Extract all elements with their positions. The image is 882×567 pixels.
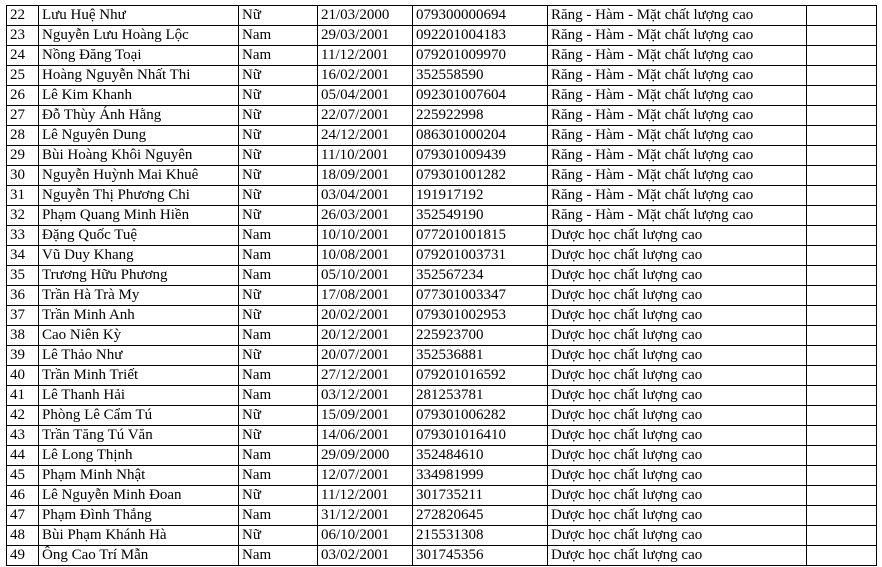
birth-date: 10/08/2001 — [318, 246, 413, 266]
id-number: 352536881 — [413, 346, 548, 366]
note-cell — [807, 6, 877, 26]
note-cell — [807, 426, 877, 446]
note-cell — [807, 266, 877, 286]
program-name: Răng - Hàm - Mặt chất lượng cao — [548, 86, 807, 106]
table-row — [7, 226, 877, 246]
student-name: Nguyễn Lưu Hoàng Lộc — [39, 26, 239, 46]
gender-cell: Nam — [239, 266, 318, 286]
student-name: Nồng Đăng Toại — [39, 46, 239, 66]
row-number: 26 — [7, 86, 39, 106]
note-cell — [807, 86, 877, 106]
id-number: 079201003731 — [413, 246, 548, 266]
birth-date: 15/09/2001 — [318, 406, 413, 426]
student-name: Trần Minh Triết — [39, 366, 239, 386]
student-name: Hoàng Nguyễn Nhất Thi — [39, 66, 239, 86]
row-number: 25 — [7, 66, 39, 86]
note-cell — [807, 306, 877, 326]
id-number: 225923700 — [413, 326, 548, 346]
row-number: 28 — [7, 126, 39, 146]
program-name: Dược học chất lượng cao — [548, 446, 807, 466]
row-number: 48 — [7, 526, 39, 546]
row-number: 38 — [7, 326, 39, 346]
id-number: 301735211 — [413, 486, 548, 506]
table-row — [7, 46, 877, 66]
program-name: Dược học chất lượng cao — [548, 426, 807, 446]
gender-cell: Nam — [239, 26, 318, 46]
program-name: Răng - Hàm - Mặt chất lượng cao — [548, 46, 807, 66]
table-row — [7, 66, 877, 86]
table-row — [7, 466, 877, 486]
id-number: 079301016410 — [413, 426, 548, 446]
note-cell — [807, 286, 877, 306]
birth-date: 14/06/2001 — [318, 426, 413, 446]
note-cell — [807, 66, 877, 86]
id-number: 079201009970 — [413, 46, 548, 66]
id-number: 281253781 — [413, 386, 548, 406]
id-number: 215531308 — [413, 526, 548, 546]
table-row — [7, 506, 877, 526]
row-number: 40 — [7, 366, 39, 386]
student-name: Trần Tăng Tú Văn — [39, 426, 239, 446]
note-cell — [807, 186, 877, 206]
row-number: 24 — [7, 46, 39, 66]
program-name: Dược học chất lượng cao — [548, 226, 807, 246]
program-name: Răng - Hàm - Mặt chất lượng cao — [548, 166, 807, 186]
id-number: 191917192 — [413, 186, 548, 206]
program-name: Răng - Hàm - Mặt chất lượng cao — [548, 146, 807, 166]
note-cell — [807, 206, 877, 226]
note-cell — [807, 406, 877, 426]
table-row — [7, 146, 877, 166]
student-name: Nguyễn Thị Phương Chi — [39, 186, 239, 206]
table-row — [7, 406, 877, 426]
birth-date: 03/02/2001 — [318, 546, 413, 566]
id-number: 092301007604 — [413, 86, 548, 106]
table-row — [7, 6, 877, 26]
program-name: Răng - Hàm - Mặt chất lượng cao — [548, 6, 807, 26]
birth-date: 21/03/2000 — [318, 6, 413, 26]
gender-cell: Nam — [239, 466, 318, 486]
row-number: 35 — [7, 266, 39, 286]
note-cell — [807, 366, 877, 386]
id-number: 079301006282 — [413, 406, 548, 426]
table-row — [7, 286, 877, 306]
birth-date: 12/07/2001 — [318, 466, 413, 486]
table-row — [7, 366, 877, 386]
student-name: Lê Kim Khanh — [39, 86, 239, 106]
program-name: Dược học chất lượng cao — [548, 286, 807, 306]
table-row — [7, 346, 877, 366]
note-cell — [807, 506, 877, 526]
id-number: 077201001815 — [413, 226, 548, 246]
note-cell — [807, 106, 877, 126]
gender-cell: Nữ — [239, 66, 318, 86]
row-number: 30 — [7, 166, 39, 186]
program-name: Dược học chất lượng cao — [548, 466, 807, 486]
program-name: Dược học chất lượng cao — [548, 406, 807, 426]
note-cell — [807, 126, 877, 146]
note-cell — [807, 486, 877, 506]
program-name: Dược học chất lượng cao — [548, 246, 807, 266]
program-name: Dược học chất lượng cao — [548, 366, 807, 386]
table-row — [7, 106, 877, 126]
birth-date: 11/10/2001 — [318, 146, 413, 166]
table-row — [7, 486, 877, 506]
gender-cell: Nam — [239, 386, 318, 406]
student-table — [6, 5, 877, 566]
note-cell — [807, 546, 877, 566]
note-cell — [807, 246, 877, 266]
id-number: 092201004183 — [413, 26, 548, 46]
gender-cell: Nữ — [239, 486, 318, 506]
gender-cell: Nam — [239, 506, 318, 526]
gender-cell: Nam — [239, 46, 318, 66]
note-cell — [807, 146, 877, 166]
row-number: 32 — [7, 206, 39, 226]
birth-date: 03/04/2001 — [318, 186, 413, 206]
table-row — [7, 546, 877, 566]
id-number: 079301001282 — [413, 166, 548, 186]
gender-cell: Nữ — [239, 186, 318, 206]
row-number: 43 — [7, 426, 39, 446]
note-cell — [807, 386, 877, 406]
gender-cell: Nữ — [239, 406, 318, 426]
row-number: 49 — [7, 546, 39, 566]
birth-date: 11/12/2001 — [318, 486, 413, 506]
note-cell — [807, 346, 877, 366]
note-cell — [807, 446, 877, 466]
id-number: 079201016592 — [413, 366, 548, 386]
gender-cell: Nữ — [239, 526, 318, 546]
gender-cell: Nam — [239, 226, 318, 246]
program-name: Dược học chất lượng cao — [548, 506, 807, 526]
birth-date: 10/10/2001 — [318, 226, 413, 246]
row-number: 29 — [7, 146, 39, 166]
gender-cell: Nữ — [239, 166, 318, 186]
program-name: Dược học chất lượng cao — [548, 326, 807, 346]
birth-date: 03/12/2001 — [318, 386, 413, 406]
id-number: 272820645 — [413, 506, 548, 526]
student-name: Phạm Quang Minh Hiền — [39, 206, 239, 226]
id-number: 079301002953 — [413, 306, 548, 326]
birth-date: 06/10/2001 — [318, 526, 413, 546]
note-cell — [807, 526, 877, 546]
id-number: 086301000204 — [413, 126, 548, 146]
birth-date: 20/02/2001 — [318, 306, 413, 326]
birth-date: 11/12/2001 — [318, 46, 413, 66]
student-name: Lê Nguyễn Minh Đoan — [39, 486, 239, 506]
student-name: Bùi Hoàng Khôi Nguyên — [39, 146, 239, 166]
note-cell — [807, 466, 877, 486]
student-name: Lưu Huệ Như — [39, 6, 239, 26]
id-number: 352558590 — [413, 66, 548, 86]
note-cell — [807, 46, 877, 66]
student-name: Lê Long Thịnh — [39, 446, 239, 466]
student-name: Lê Thanh Hải — [39, 386, 239, 406]
table-row — [7, 86, 877, 106]
program-name: Răng - Hàm - Mặt chất lượng cao — [548, 206, 807, 226]
student-name: Lê Thảo Như — [39, 346, 239, 366]
note-cell — [807, 26, 877, 46]
birth-date: 27/12/2001 — [318, 366, 413, 386]
gender-cell: Nữ — [239, 306, 318, 326]
birth-date: 20/07/2001 — [318, 346, 413, 366]
birth-date: 29/03/2001 — [318, 26, 413, 46]
gender-cell: Nữ — [239, 6, 318, 26]
table-row — [7, 306, 877, 326]
id-number: 301745356 — [413, 546, 548, 566]
table-row — [7, 206, 877, 226]
id-number: 079301009439 — [413, 146, 548, 166]
gender-cell: Nam — [239, 446, 318, 466]
student-name: Trần Minh Anh — [39, 306, 239, 326]
student-name: Cao Niên Kỳ — [39, 326, 239, 346]
gender-cell: Nữ — [239, 106, 318, 126]
gender-cell: Nữ — [239, 146, 318, 166]
table-row — [7, 266, 877, 286]
row-number: 47 — [7, 506, 39, 526]
id-number: 225922998 — [413, 106, 548, 126]
table-row — [7, 126, 877, 146]
gender-cell: Nữ — [239, 346, 318, 366]
gender-cell: Nam — [239, 546, 318, 566]
gender-cell: Nữ — [239, 426, 318, 446]
birth-date: 05/04/2001 — [318, 86, 413, 106]
program-name: Răng - Hàm - Mặt chất lượng cao — [548, 26, 807, 46]
table-row — [7, 426, 877, 446]
gender-cell: Nam — [239, 366, 318, 386]
row-number: 45 — [7, 466, 39, 486]
table-row — [7, 26, 877, 46]
student-name: Phạm Đình Thắng — [39, 506, 239, 526]
birth-date: 17/08/2001 — [318, 286, 413, 306]
program-name: Dược học chất lượng cao — [548, 546, 807, 566]
table-row — [7, 526, 877, 546]
id-number: 077301003347 — [413, 286, 548, 306]
row-number: 39 — [7, 346, 39, 366]
row-number: 46 — [7, 486, 39, 506]
gender-cell: Nữ — [239, 286, 318, 306]
program-name: Dược học chất lượng cao — [548, 346, 807, 366]
id-number: 352567234 — [413, 266, 548, 286]
birth-date: 18/09/2001 — [318, 166, 413, 186]
birth-date: 26/03/2001 — [318, 206, 413, 226]
birth-date: 20/12/2001 — [318, 326, 413, 346]
student-name: Phạm Minh Nhật — [39, 466, 239, 486]
row-number: 37 — [7, 306, 39, 326]
table-row — [7, 386, 877, 406]
gender-cell: Nữ — [239, 126, 318, 146]
student-name: Bùi Phạm Khánh Hà — [39, 526, 239, 546]
birth-date: 31/12/2001 — [318, 506, 413, 526]
gender-cell: Nam — [239, 326, 318, 346]
row-number: 44 — [7, 446, 39, 466]
row-number: 27 — [7, 106, 39, 126]
program-name: Răng - Hàm - Mặt chất lượng cao — [548, 106, 807, 126]
program-name: Răng - Hàm - Mặt chất lượng cao — [548, 186, 807, 206]
note-cell — [807, 226, 877, 246]
student-name: Ông Cao Trí Mẫn — [39, 546, 239, 566]
table-row — [7, 326, 877, 346]
birth-date: 22/07/2001 — [318, 106, 413, 126]
table-row — [7, 446, 877, 466]
gender-cell: Nữ — [239, 206, 318, 226]
id-number: 079300000694 — [413, 6, 548, 26]
row-number: 23 — [7, 26, 39, 46]
table-body — [7, 6, 877, 566]
birth-date: 24/12/2001 — [318, 126, 413, 146]
student-name: Lê Nguyên Dung — [39, 126, 239, 146]
id-number: 334981999 — [413, 466, 548, 486]
program-name: Dược học chất lượng cao — [548, 486, 807, 506]
program-name: Răng - Hàm - Mặt chất lượng cao — [548, 126, 807, 146]
program-name: Dược học chất lượng cao — [548, 386, 807, 406]
table-row — [7, 186, 877, 206]
student-name: Trương Hữu Phương — [39, 266, 239, 286]
student-name: Nguyễn Huỳnh Mai Khuê — [39, 166, 239, 186]
id-number: 352549190 — [413, 206, 548, 226]
row-number: 34 — [7, 246, 39, 266]
program-name: Răng - Hàm - Mặt chất lượng cao — [548, 66, 807, 86]
note-cell — [807, 166, 877, 186]
row-number: 22 — [7, 6, 39, 26]
birth-date: 16/02/2001 — [318, 66, 413, 86]
student-name: Đỗ Thùy Ánh Hằng — [39, 106, 239, 126]
table-row — [7, 166, 877, 186]
note-cell — [807, 326, 877, 346]
id-number: 352484610 — [413, 446, 548, 466]
student-name: Vũ Duy Khang — [39, 246, 239, 266]
birth-date: 05/10/2001 — [318, 266, 413, 286]
program-name: Dược học chất lượng cao — [548, 266, 807, 286]
table-row — [7, 246, 877, 266]
birth-date: 29/09/2000 — [318, 446, 413, 466]
program-name: Dược học chất lượng cao — [548, 526, 807, 546]
program-name: Dược học chất lượng cao — [548, 306, 807, 326]
row-number: 42 — [7, 406, 39, 426]
student-name: Trần Hà Trà My — [39, 286, 239, 306]
row-number: 41 — [7, 386, 39, 406]
student-name: Phòng Lê Cẩm Tú — [39, 406, 239, 426]
row-number: 31 — [7, 186, 39, 206]
row-number: 33 — [7, 226, 39, 246]
student-name: Đặng Quốc Tuệ — [39, 226, 239, 246]
row-number: 36 — [7, 286, 39, 306]
gender-cell: Nữ — [239, 86, 318, 106]
gender-cell: Nam — [239, 246, 318, 266]
